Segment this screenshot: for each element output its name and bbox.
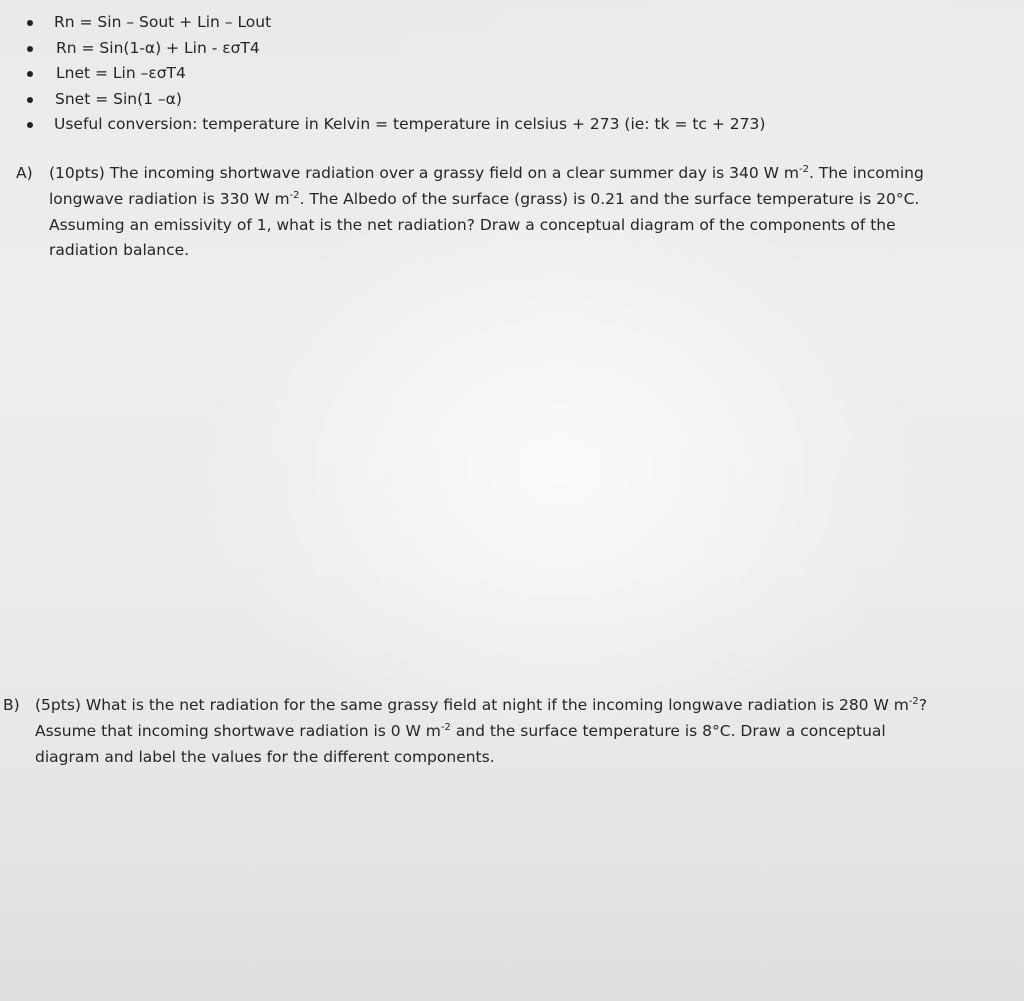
bullet-icon (27, 71, 33, 77)
question-a-letter: A) (16, 164, 33, 182)
question-line (35, 719, 995, 745)
equation-text: Rn = Sin(1-α) + Lin - εσT4 (56, 38, 260, 57)
superscript: -2 (440, 721, 451, 733)
bullet-icon (27, 20, 33, 26)
conversion-note: Useful conversion: temperature in Kelvin = temperature in celsius + 273 (ie: tk = tc + 273) (54, 115, 766, 133)
question-text-segment: Assume that incoming shortwave radiation is 0 W m (35, 721, 441, 740)
question-text-segment: . The Albedo of the surface (grass) is 0.21 and the surface temperature is 20°C. (299, 189, 920, 208)
equation-item (0, 112, 1024, 138)
bullet-icon (27, 122, 33, 128)
question-b-text (35, 693, 995, 770)
question-line: radiation balance. (49, 241, 190, 260)
equation-text: Rn = Sin – Sout + Lin – Lout (54, 13, 272, 31)
bullet-icon (27, 97, 33, 103)
equation-item (0, 87, 1024, 113)
question-text-segment: longwave radiation is 330 W m (49, 189, 290, 208)
equation-list (0, 10, 1024, 138)
bullet-icon (27, 46, 33, 52)
equation-text: Lnet = Lin –εσT4 (56, 64, 186, 82)
question-line: Assuming an emissivity of 1, what is the net radiation? Draw a conceptual diagram of the components of the (49, 215, 896, 234)
question-text-segment: ? (918, 696, 928, 714)
question-text-segment: . The incoming (809, 164, 924, 182)
question-a-text (49, 161, 979, 264)
question-text-segment: (5pts) What is the net radiation for the same grassy field at night if the incoming longwave radiation is 280 W m (35, 696, 909, 714)
question-line (35, 693, 995, 719)
question-b-letter: B) (3, 696, 20, 714)
equation-text: Snet = Sin(1 –α) (55, 89, 182, 108)
question-line (49, 161, 979, 187)
equation-item (0, 10, 1024, 36)
superscript: -2 (289, 189, 300, 201)
superscript: -2 (799, 164, 809, 175)
question-text-segment: (10pts) The incoming shortwave radiation over a grassy field on a clear summer day is 340 W m (49, 164, 800, 182)
equation-item (0, 61, 1024, 87)
equation-item (0, 36, 1024, 62)
superscript: -2 (908, 696, 919, 707)
question-line: diagram and label the values for the different components. (35, 747, 495, 766)
question-line (49, 187, 979, 213)
question-text-segment: and the surface temperature is 8°C. Draw a conceptual (450, 721, 886, 740)
